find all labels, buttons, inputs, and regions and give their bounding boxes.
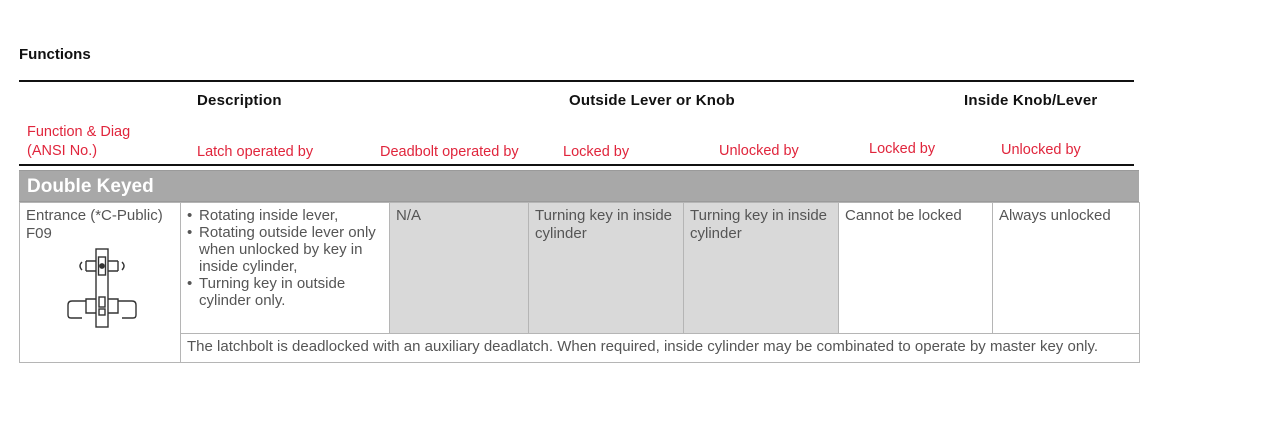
function-name: Entrance (*C-Public) (26, 207, 163, 224)
category-band (19, 170, 1139, 202)
group-header-description: Description (197, 92, 282, 109)
note-row (20, 334, 1140, 363)
latch-item: • Turning key in outside cylinder only. (187, 275, 383, 309)
outside-locked-cell: Turning key in inside cylinder (529, 203, 684, 334)
group-header-outside: Outside Lever or Knob (569, 92, 735, 109)
lockset-diagram-icon (56, 245, 166, 335)
column-header-outside-locked: Locked by (563, 144, 630, 160)
deadbolt-cell: N/A (390, 203, 529, 334)
note-cell: The latchbolt is deadlocked with an auxiliary deadlatch. When required, inside cylinder may be combinated to operate by master key only. (181, 334, 1140, 363)
inside-locked-cell: Cannot be locked (839, 203, 993, 334)
header-top-rule (19, 80, 1134, 82)
header-bottom-rule (19, 164, 1134, 166)
group-header-inside: Inside Knob/Lever (964, 92, 1098, 109)
latch-item: • Rotating outside lever only when unlocked by key in inside cylinder, (187, 224, 383, 275)
latch-item: • Rotating inside lever, (187, 207, 383, 224)
column-header-latch: Latch operated by (197, 144, 314, 160)
column-header-function (27, 123, 130, 161)
column-header-function-line1: Function & Diag (27, 124, 131, 140)
column-header-outside-unlocked: Unlocked by (719, 143, 799, 159)
column-header-inside-locked: Locked by (869, 141, 936, 157)
column-header-function-line2: (ANSI No.) (27, 143, 98, 159)
function-code: F09 (26, 225, 52, 242)
function-cell (20, 203, 181, 363)
latch-list (187, 207, 383, 309)
section-title: Functions (19, 46, 91, 63)
column-header-deadbolt: Deadbolt operated by (380, 144, 519, 160)
table-row (20, 203, 1140, 334)
category-band-label: Double Keyed (27, 176, 154, 197)
inside-unlocked-cell: Always unlocked (993, 203, 1140, 334)
latch-cell (181, 203, 390, 334)
column-header-inside-unlocked: Unlocked by (1001, 142, 1081, 158)
outside-unlocked-cell: Turning key in inside cylinder (684, 203, 839, 334)
functions-table (19, 202, 1140, 363)
